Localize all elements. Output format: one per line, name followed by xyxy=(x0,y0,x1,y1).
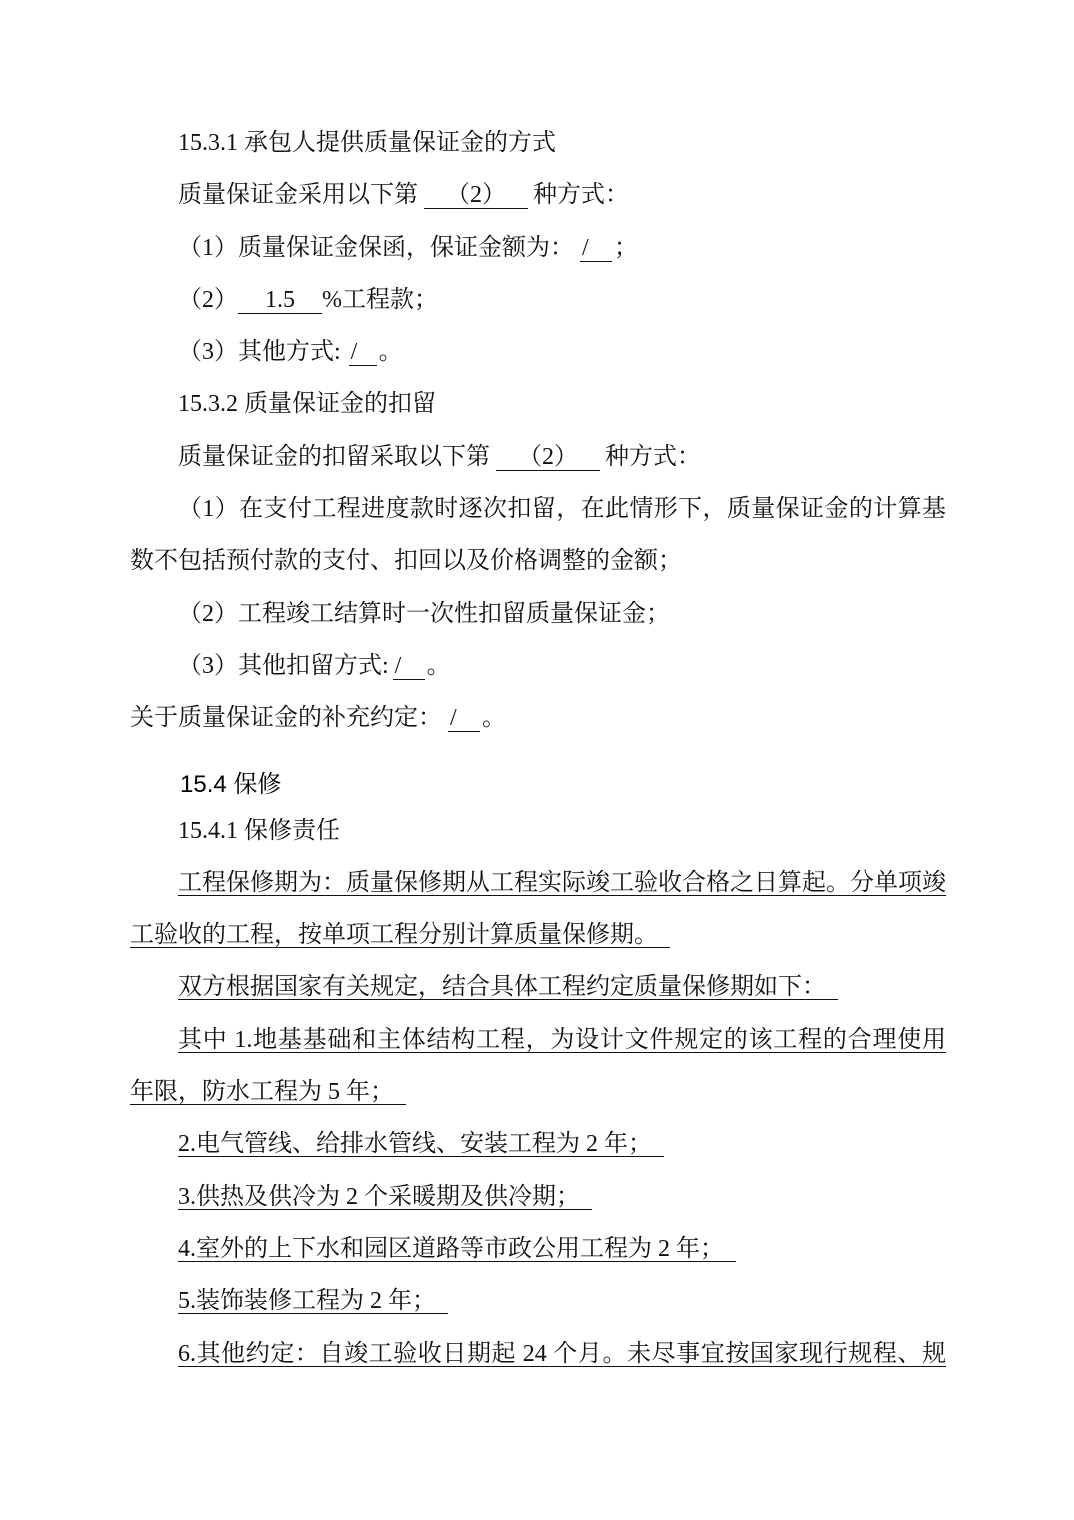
warranty-item-4-text: 4.室外的上下水和园区道路等市政公用工程为 2 年； xyxy=(178,1235,724,1262)
option-1-text: （1）质量保证金保函，保证金额为： xyxy=(178,234,574,261)
withhold-selection-suffix: 种方式： xyxy=(605,443,701,470)
supplement-blank: / xyxy=(448,705,480,732)
section-15-4-heading: 15.4 保修 xyxy=(180,770,282,798)
warranty-item-1-line-2-text: 年限，防水工程为 5 年； xyxy=(130,1079,394,1106)
agreement-line xyxy=(130,961,946,1013)
withhold-option-3-blank: / xyxy=(393,653,425,680)
warranty-item-5-text: 5.装饰装修工程为 2 年； xyxy=(178,1288,436,1315)
clause-15-3-1-heading: 15.3.1 承包人提供质量保证金的方式 xyxy=(178,130,556,156)
withhold-selection-text: 质量保证金的扣留采取以下第 xyxy=(178,443,490,470)
warranty-item-4 xyxy=(130,1223,946,1275)
withhold-selection-blank: （2） xyxy=(496,444,600,471)
warranty-item-1-line-2 xyxy=(130,1066,946,1118)
warranty-item-1-line-1: 其中 1.地基基础和主体结构工程，为设计文件规定的该工程的合理使用 xyxy=(178,1026,946,1053)
supplement-text: 关于质量保证金的补充约定： xyxy=(130,705,442,732)
warranty-period-line-2-text: 工验收的工程，按单项工程分别计算质量保修期。 xyxy=(130,922,658,949)
document-page xyxy=(130,117,946,1380)
withhold-option-3-text: （3）其他扣留方式: xyxy=(178,652,389,679)
warranty-item-2-text: 2.电气管线、给排水管线、安装工程为 2 年； xyxy=(178,1131,652,1158)
warranty-period-line-1: 工程保修期为：质量保修期从工程实际竣工验收合格之日算起。分单项竣 xyxy=(178,869,946,896)
option-2-blank: 1.5 xyxy=(238,287,322,314)
option-2-suffix: %工程款； xyxy=(322,286,438,313)
withhold-option-3-suffix: 。 xyxy=(426,652,451,679)
warranty-item-2 xyxy=(130,1118,946,1170)
warranty-item-3 xyxy=(130,1171,946,1223)
method-selection-line xyxy=(130,169,946,221)
warranty-item-5 xyxy=(130,1275,946,1327)
withhold-option-1-line-2: 数不包括预付款的支付、扣回以及价格调整的金额； xyxy=(130,548,682,575)
warranty-period-line-2 xyxy=(130,909,946,961)
option-1-blank: / xyxy=(580,235,612,262)
supplement-suffix: 。 xyxy=(482,705,506,732)
clause-15-3-2-heading: 15.3.2 质量保证金的扣留 xyxy=(178,391,436,418)
warranty-item-3-text: 3.供热及供冷为 2 个采暖期及供冷期； xyxy=(178,1183,580,1210)
clause-15-4-1-heading: 15.4.1 保修责任 xyxy=(178,817,340,844)
withhold-option-3-line xyxy=(130,640,946,692)
method-selection-text: 质量保证金采用以下第 xyxy=(178,182,418,209)
option-3-blank: / xyxy=(349,339,377,366)
supplement-line xyxy=(130,692,946,744)
option-3-suffix: 。 xyxy=(378,339,403,366)
option-2-text: （2） xyxy=(178,286,238,313)
option-3-text: （3）其他方式: xyxy=(178,339,341,366)
option-2-line xyxy=(130,274,946,326)
withhold-option-1-line-1: （1）在支付工程进度款时逐次扣留，在此情形下，质量保证金的计算基 xyxy=(178,496,946,523)
method-selection-suffix: 种方式： xyxy=(533,182,629,209)
agreement-text: 双方根据国家有关规定，结合具体工程约定质量保修期如下： xyxy=(178,974,826,1001)
withhold-option-2-line: （2）工程竣工结算时一次性扣留质量保证金； xyxy=(178,600,670,627)
option-1-suffix: ； xyxy=(614,234,638,261)
withhold-selection-line xyxy=(130,431,946,483)
option-3-line xyxy=(130,326,946,378)
warranty-item-6: 6.其他约定：自竣工验收日期起 24 个月。未尽事宜按国家现行规程、规 xyxy=(178,1340,946,1367)
option-1-line xyxy=(130,222,946,274)
method-selection-blank: （2） xyxy=(424,182,528,209)
